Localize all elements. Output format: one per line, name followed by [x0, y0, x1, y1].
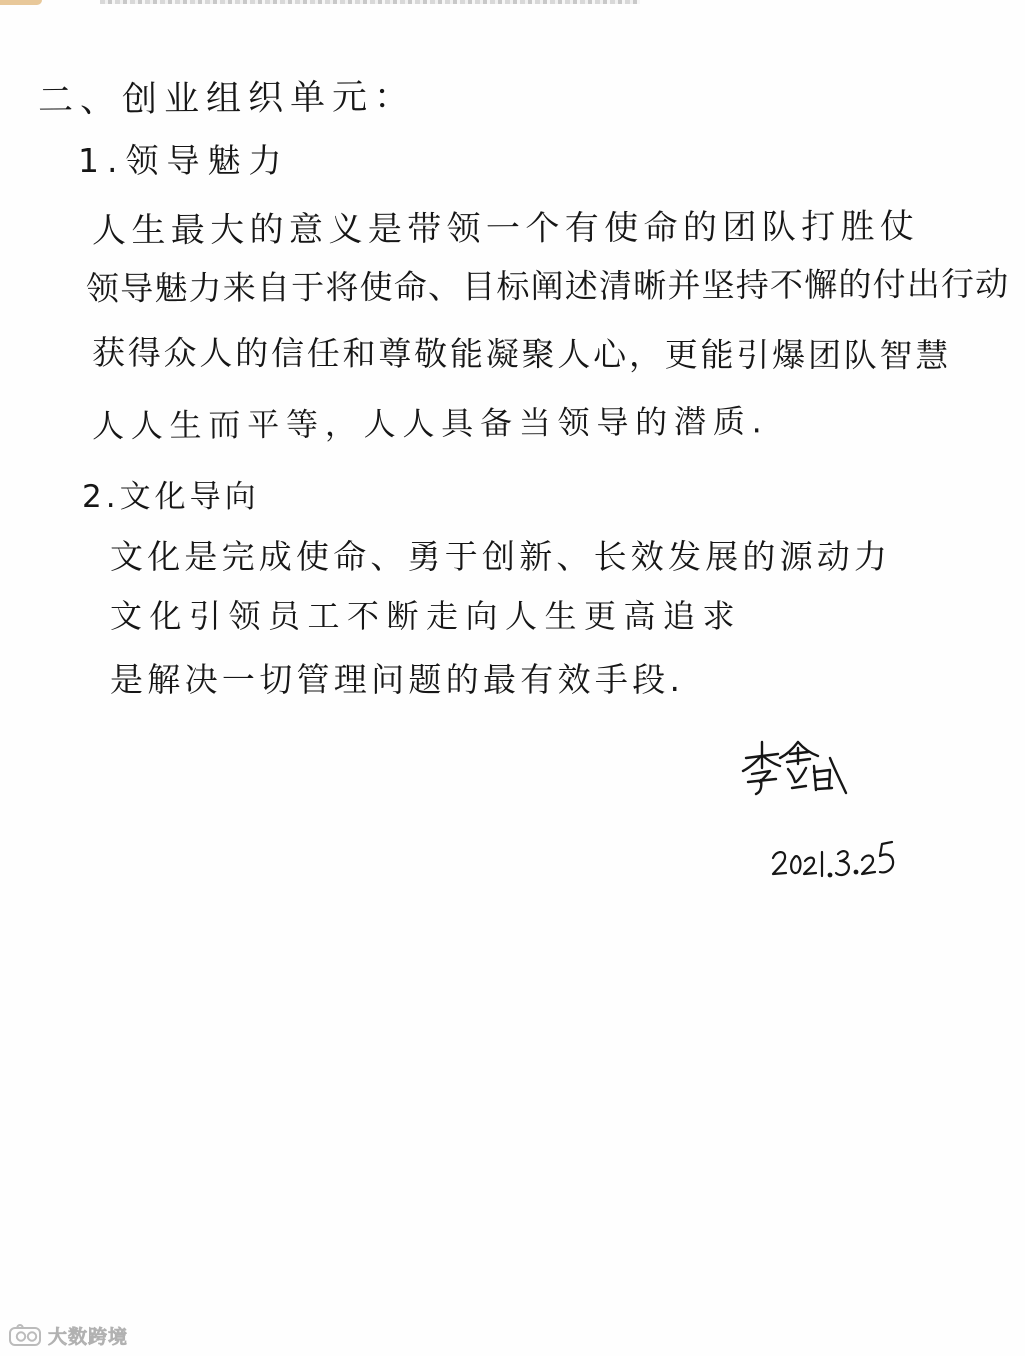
culture-line-2: 文化引领员工不断走向人生更高追求 [110, 597, 743, 635]
culture-line-1: 文化是完成使命、勇于创新、长效发展的源动力 [110, 537, 892, 576]
subsection-title-leadership: 1.领导魅力 [78, 141, 290, 180]
top-edge-strip [0, 0, 1025, 8]
section-heading: 二、创业组织单元： [37, 77, 417, 121]
leadership-line-3: 获得众人的信任和尊敬能凝聚人心，更能引爆团队智慧 [91, 333, 952, 375]
signature-date [770, 836, 905, 882]
signature-name [740, 738, 850, 798]
leadership-line-1: 人生最大的意义是带领一个有使命的团队打胜仗 [91, 206, 920, 251]
top-left-corner-mark [0, 0, 42, 5]
leadership-line-4: 人人生而平等，人人具备当领导的潜质. [91, 402, 769, 445]
watermark [8, 1322, 128, 1348]
culture-line-3: 是解决一切管理问题的最有效手段. [110, 660, 685, 699]
leadership-line-2: 领导魅力来自于将使命、目标阐述清晰并坚持不懈的付出行动 [85, 264, 1010, 308]
bleed-through-text [100, 0, 640, 4]
watermark-text: 大数跨境 [48, 1325, 129, 1348]
subsection-title-culture: 2.文化导向 [82, 479, 260, 515]
camera-logo-icon [8, 1322, 44, 1348]
